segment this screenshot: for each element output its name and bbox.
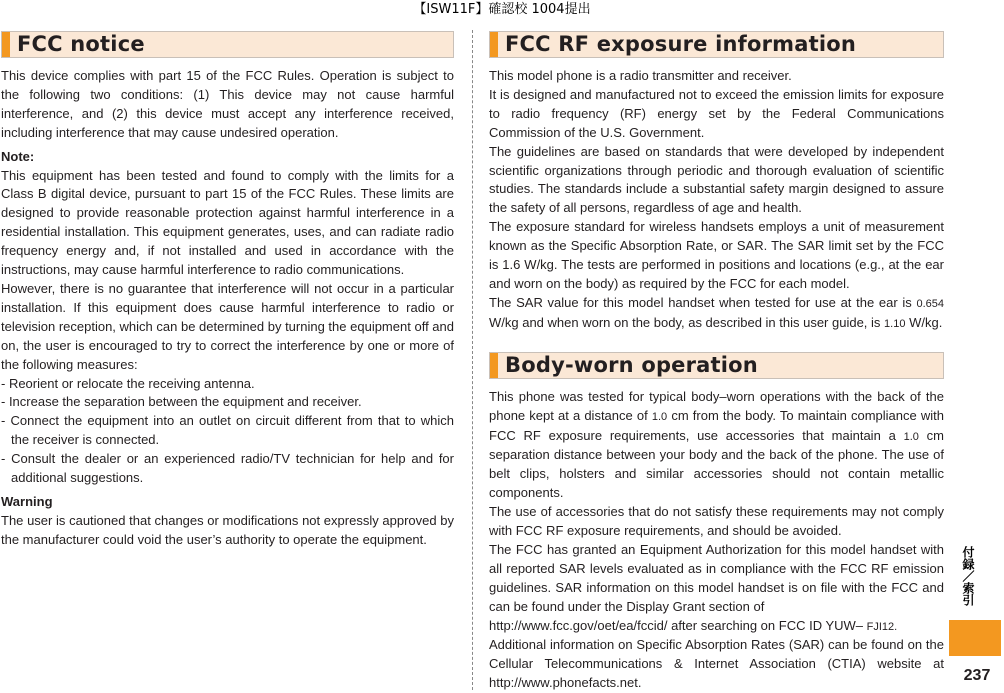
- sar-text: W/kg.: [909, 314, 943, 330]
- column-divider: [472, 30, 473, 690]
- rf-paragraph: The exposure standard for wireless handsets employs a unit of measurement known as the Specific Absorption Rate, or SAR. The SAR limit set by the FCC is 1.6 W/kg. The tests are performed in positions and locations (e.g., at the ear and worn on the body) as required by the FCC for each model.: [489, 219, 944, 291]
- sar-body-value: 1.10: [884, 317, 906, 330]
- right-column: [489, 31, 944, 693]
- warning-paragraph: The user is cautioned that changes or modifications not expressly approved by the manufacturer could void the user’s authority to operate the equipment.: [1, 512, 454, 547]
- sar-text: W/kg and when worn on the body, as described in this user guide, is: [489, 314, 881, 330]
- fcc-id-line: [489, 617, 944, 637]
- sar-text: The SAR value for this model handset when tested for use at the ear is: [489, 294, 912, 310]
- left-column: [1, 31, 454, 550]
- measure-item: - Consult the dealer or an experienced radio/TV technician for help and for additional suggestions.: [1, 451, 454, 486]
- measure-item: - Reorient or relocate the receiving antenna.: [1, 375, 255, 391]
- distance-value: 1.0: [903, 430, 919, 443]
- sar-ear-value: 0.654: [916, 297, 944, 310]
- rf-exposure-heading: [489, 31, 944, 58]
- heading-accent-bar: [490, 32, 498, 57]
- body-text: cm separation distance between your body and the back of the phone. The use of belt clips, holsters and similar accessories should not contain metallic components.: [489, 427, 944, 501]
- body-worn-paragraph: The FCC has granted an Equipment Authorization for this model handset with all reported SAR levels evaluated as in compliance with the FCC RF emission guidelines. SAR information on this model handset is on file with the FCC and can be found under the Display Grant section of: [489, 541, 944, 614]
- heading-accent-bar: [490, 353, 498, 378]
- fcc-url-text: http://www.fcc.gov/oet/ea/fccid/ after searching on FCC ID YUW–: [489, 617, 864, 633]
- fcc-notice-heading: [1, 31, 454, 58]
- heading-title: FCC RF exposure information: [505, 32, 857, 56]
- document-header: 【ISW11F】確認校 1004提出: [413, 2, 591, 17]
- measure-item: - Connect the equipment into an outlet on circuit different from that to which the receiver is connected.: [1, 413, 454, 448]
- body-worn-heading: [489, 352, 944, 379]
- page-number: 237: [963, 667, 991, 684]
- section-tab-marker: [949, 620, 1001, 656]
- rf-paragraph: The guidelines are based on standards that were developed by independent scientific organizations through periodic and thorough evaluation of scientific studies. The standards include a substantial safety margin designed to assure the safety of all persons, regardless of age and health.: [489, 143, 944, 216]
- section-tab-label: 付録／索引: [961, 546, 975, 606]
- measure-item: - Increase the separation between the equipment and receiver.: [1, 394, 362, 410]
- body-worn-paragraph: The use of accessories that do not satisfy these requirements may not comply with FCC RF exposure requirements, and should be avoided.: [489, 504, 944, 539]
- body-text: cm from the body. To maintain compliance with FCC RF exposure requirements, use accessories that maintain a: [489, 407, 944, 443]
- interference-paragraph: However, there is no guarantee that interference will not occur in a particular installation. If this equipment does cause harmful interference to radio or television reception, which can be determined by turning the equipment off and on, the user is encouraged to try to correct the interference by one or more of the following measures:: [1, 280, 454, 372]
- sar-value-paragraph: [489, 294, 944, 334]
- body-text: This phone was tested for typical body–worn operations with the back of the phone kept at a distance of: [489, 388, 944, 423]
- body-worn-paragraph: Additional information on Specific Absorption Rates (SAR) can be found on the Cellular Telecommunications & Internet Association (CTIA) website at http://www.phonefacts.net.: [489, 637, 944, 691]
- body-worn-paragraph: [489, 388, 944, 503]
- distance-value: 1.0: [651, 410, 668, 423]
- fcc-notice-paragraph: This device complies with part 15 of the FCC Rules. Operation is subject to the following two conditions: (1) This device may not cause harmful interference, and (2) this device must accept any interference received, including interference that may cause undesired operation.: [1, 68, 454, 140]
- heading-accent-bar: [2, 32, 10, 57]
- note-paragraph: This equipment has been tested and found to comply with the limits for a Class B digital device, pursuant to part 15 of the FCC Rules. These limits are designed to provide reasonable protection against harmful interference in a residential installation. This equipment generates, uses, and can radiate radio frequency energy and, if not installed and used in accordance with the instructions, may cause harmful interference to radio communications.: [1, 167, 454, 278]
- rf-paragraph: This model phone is a radio transmitter and receiver.: [489, 68, 792, 83]
- heading-title: FCC notice: [17, 32, 145, 56]
- fcc-id-suffix: FJI12.: [866, 620, 898, 633]
- heading-title: Body-worn operation: [505, 352, 758, 377]
- warning-label: Warning: [1, 493, 53, 509]
- rf-paragraph: It is designed and manufactured not to exceed the emission limits for exposure to radio frequency (RF) energy set by the Federal Communications Commission of the U.S. Government.: [489, 86, 944, 140]
- note-label: Note:: [1, 148, 35, 164]
